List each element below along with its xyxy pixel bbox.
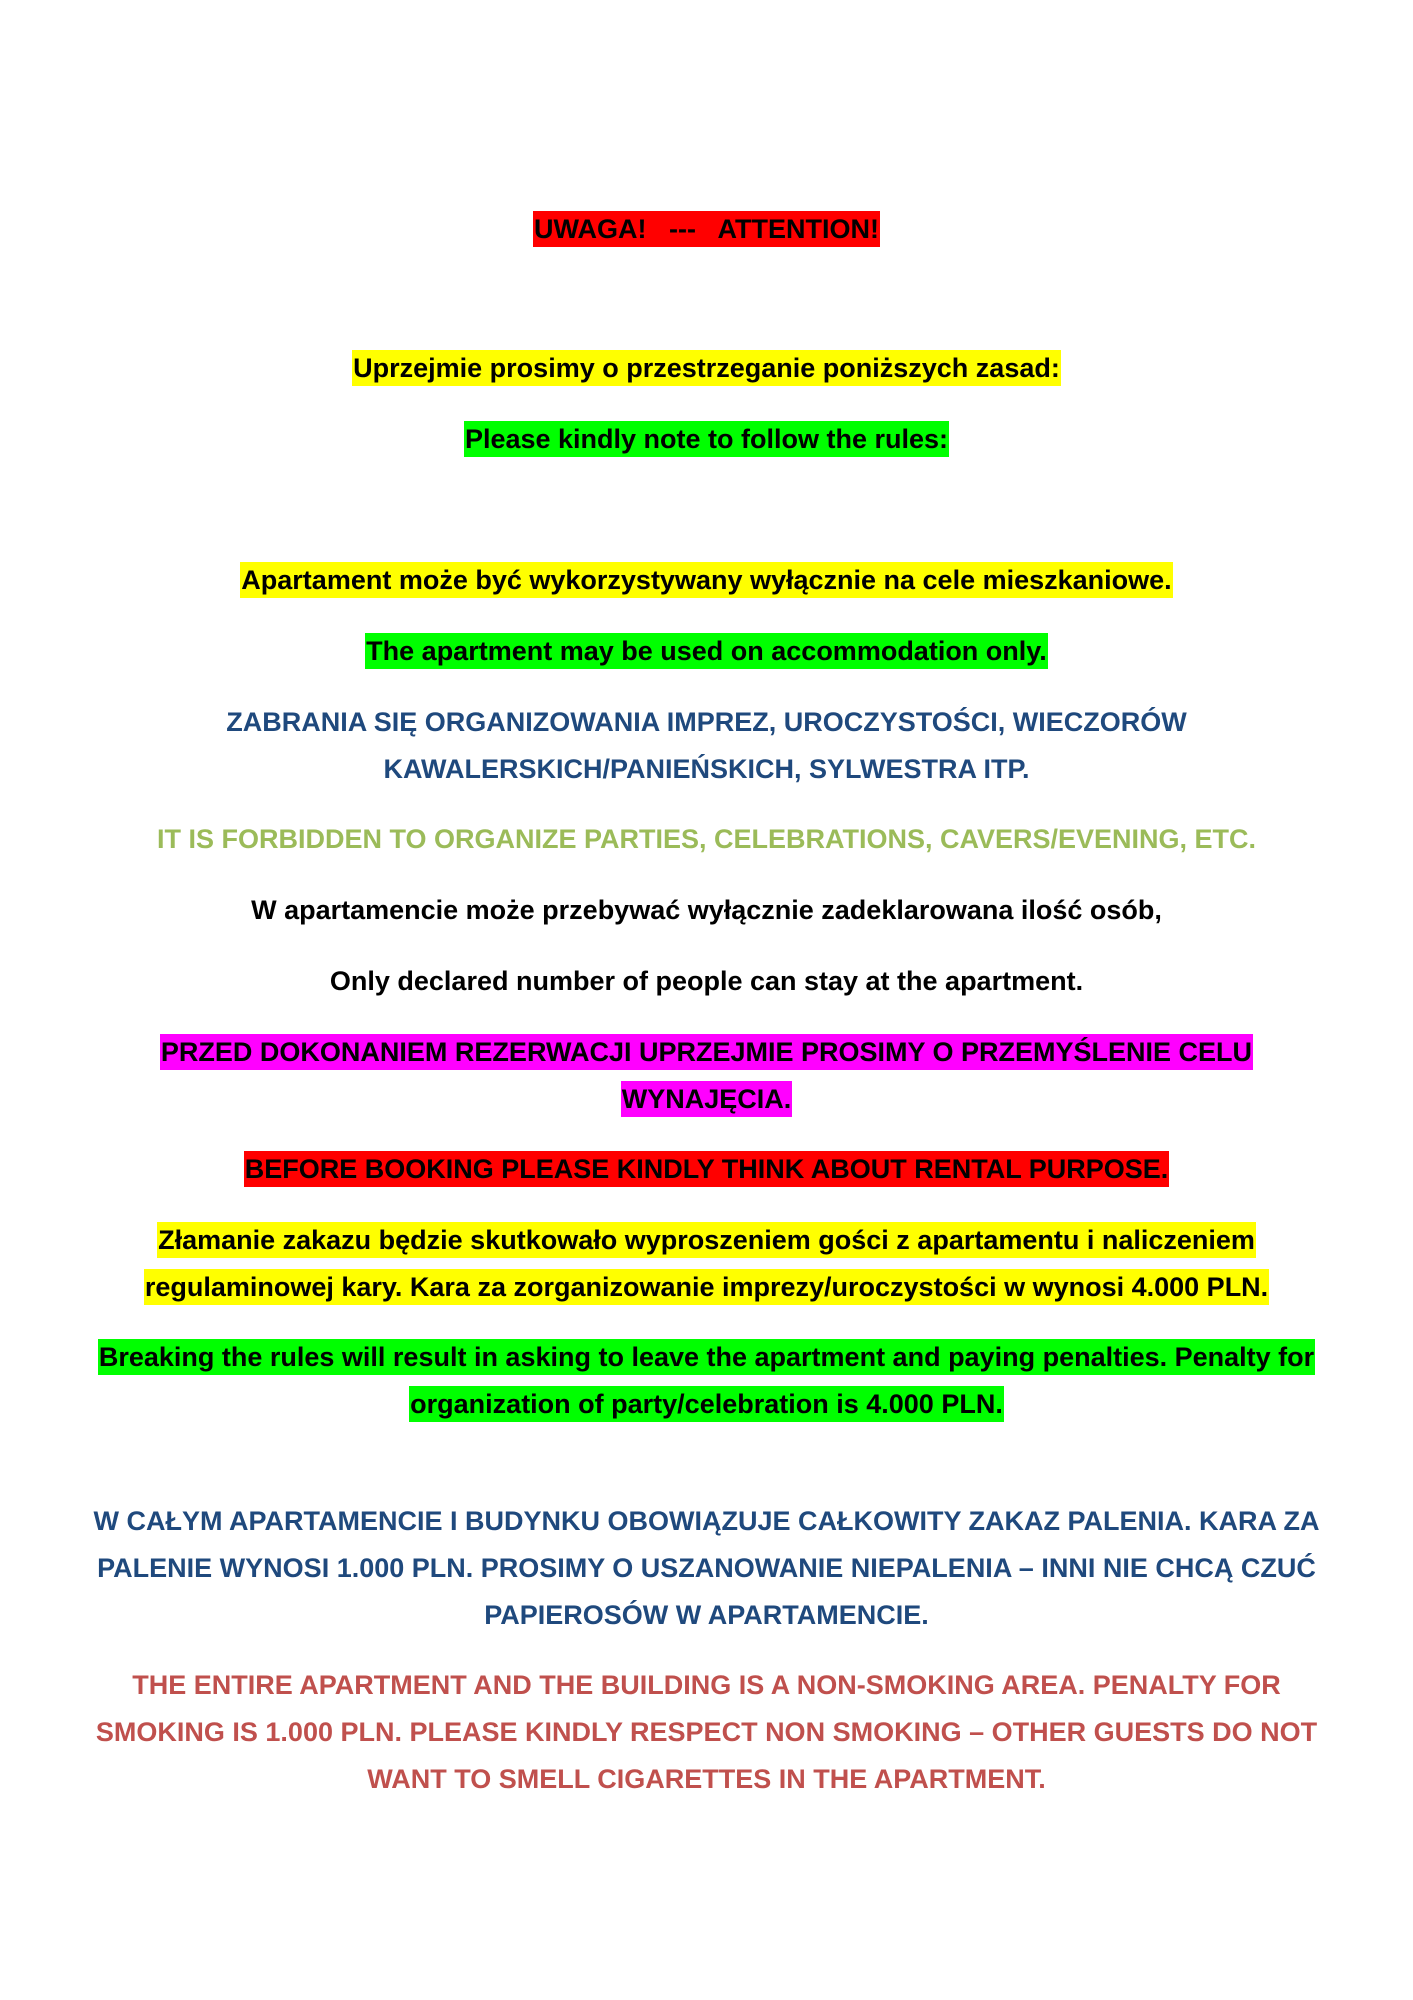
- rental-purpose-pl-text: PRZED DOKONANIEM REZERWACJI UPRZEJMIE PROSIMY O PRZEMYŚLENIE CELU WYNAJĘCIA.: [160, 1034, 1253, 1117]
- intro-en-text: Please kindly note to follow the rules:: [464, 421, 949, 457]
- residential-rule-pl: [80, 557, 1333, 604]
- people-limit-en: Only declared number of people can stay at the apartment.: [329, 966, 1084, 996]
- parties-ban-en: IT IS FORBIDDEN TO ORGANIZE PARTIES, CELEBRATIONS, CAVERS/EVENING, ETC.: [156, 824, 1257, 854]
- residential-rule-pl-text: Apartament może być wykorzystywany wyłącznie na cele mieszkaniowe.: [240, 562, 1172, 598]
- smoking-ban-pl: W CAŁYM APARTAMENCIE I BUDYNKU OBOWIĄZUJE CAŁKOWITY ZAKAZ PALENIA. KARA ZA PALENIE WYNOSI 1.000 PLN. PROSIMY O USZANOWANIE NIEPALENIA – INNI NIE CHCĄ CZUĆ PAPIEROSÓW W APARTAMENCIE.: [93, 1506, 1320, 1630]
- rental-purpose-pl: [140, 1029, 1273, 1123]
- intro-en: [80, 416, 1333, 463]
- penalty-en: [80, 1334, 1333, 1428]
- parties-ban-pl: ZABRANIA SIĘ ORGANIZOWANIA IMPREZ, UROCZYSTOŚCI, WIECZORÓW KAWALERSKICH/PANIEŃSKICH, SYLWESTRA ITP.: [226, 707, 1187, 784]
- intro-pl-text: Uprzejmie prosimy o przestrzeganie poniższych zasad:: [352, 350, 1061, 386]
- penalty-en-text: Breaking the rules will result in asking to leave the apartment and paying penalties. Penalty for organization of party/celebration is 4.000 PLN.: [98, 1339, 1315, 1422]
- people-limit-pl: W apartamencie może przebywać wyłącznie zadeklarowana ilość osób,: [251, 895, 1162, 925]
- penalty-pl: [80, 1217, 1333, 1311]
- intro-pl: [80, 345, 1333, 392]
- attention-heading-text: UWAGA! --- ATTENTION!: [533, 211, 880, 247]
- smoking-ban-en: THE ENTIRE APARTMENT AND THE BUILDING IS A NON-SMOKING AREA. PENALTY FOR SMOKING IS 1.000 PLN. PLEASE KINDLY RESPECT NON SMOKING – OTHER GUESTS DO NOT WANT TO SMELL CIGARETTES IN THE APARTMENT.: [95, 1670, 1318, 1794]
- residential-rule-en-text: The apartment may be used on accommodation only.: [365, 633, 1048, 669]
- attention-heading: [80, 206, 1333, 253]
- penalty-pl-text: Złamanie zakazu będzie skutkowało wyproszeniem gości z apartamentu i naliczeniem regulaminowej kary. Kara za zorganizowanie imprezy/uroczystości w wynosi 4.000 PLN.: [144, 1222, 1269, 1305]
- rental-purpose-en-text: BEFORE BOOKING PLEASE KINDLY THINK ABOUT RENTAL PURPOSE.: [244, 1151, 1170, 1187]
- rental-purpose-en: [80, 1146, 1333, 1193]
- residential-rule-en: [80, 628, 1333, 675]
